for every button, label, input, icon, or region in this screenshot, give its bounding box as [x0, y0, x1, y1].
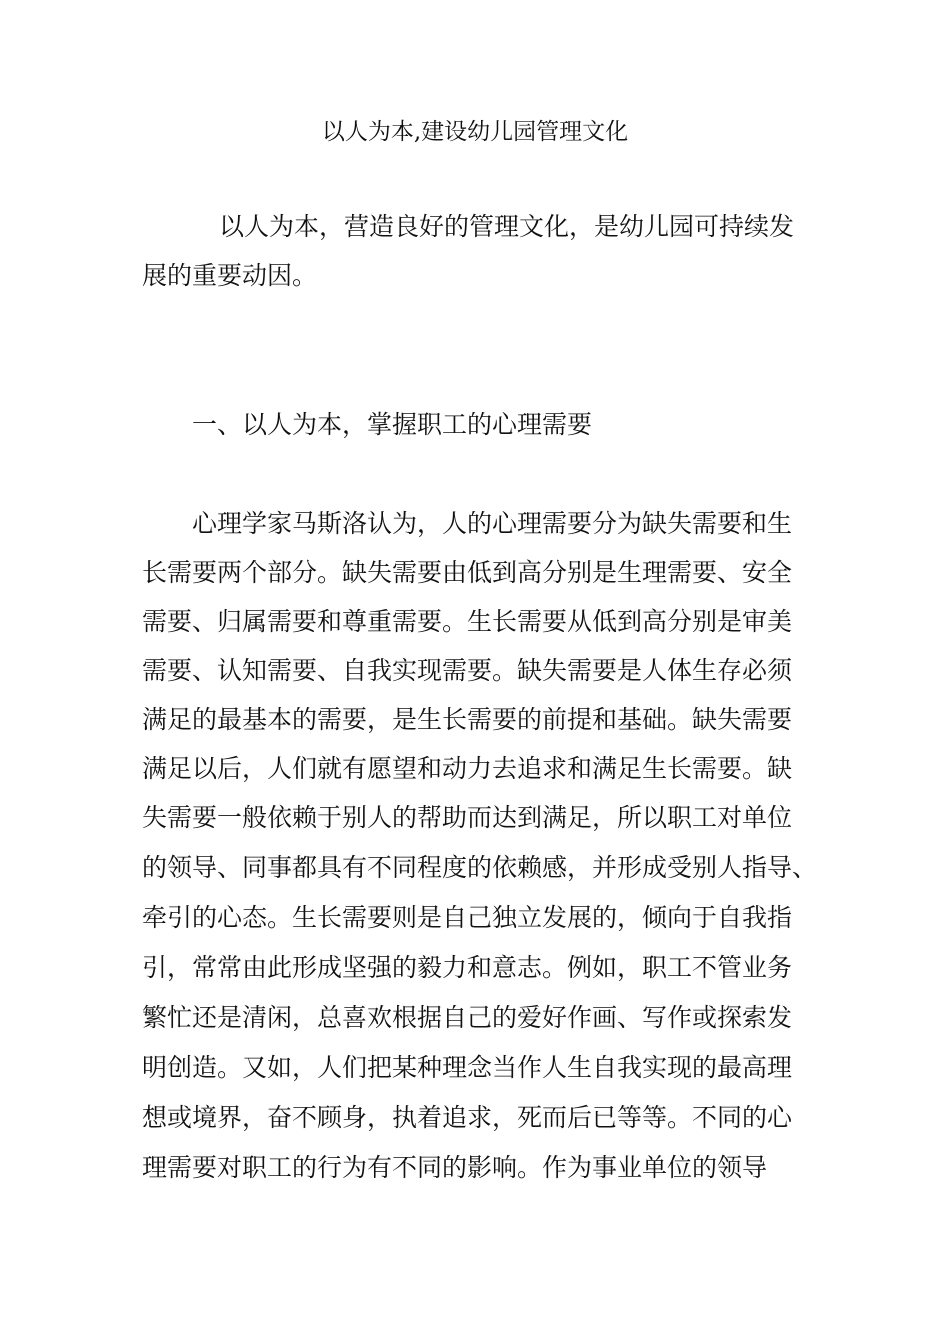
intro-line: 展的重要动因。: [142, 261, 318, 290]
document-title: 以人为本,建设幼儿园管理文化: [321, 119, 629, 145]
body-line: 满足以后，人们就有愿望和动力去追求和满足生长需要。缺: [142, 754, 793, 783]
body-line: 牵引的心态。生长需要则是自己独立发展的，倾向于自我指: [142, 903, 793, 932]
body-line: 繁忙还是清闲，总喜欢根据自己的爱好作画、写作或探索发: [142, 1003, 793, 1032]
body-line: 长需要两个部分。缺失需要由低到高分别是生理需要、安全: [142, 558, 793, 587]
body-line: 明创造。又如，人们把某种理念当作人生自我实现的最高理: [142, 1053, 793, 1082]
section-heading: 一、以人为本，掌握职工的心理需要: [192, 410, 593, 439]
body-line: 失需要一般依赖于别人的帮助而达到满足，所以职工对单位: [142, 803, 793, 832]
body-line: 需要、归属需要和尊重需要。生长需要从低到高分别是审美: [142, 607, 793, 636]
body-line: 引，常常由此形成坚强的毅力和意志。例如，职工不管业务: [142, 953, 793, 982]
body-line: 的领导、同事都具有不同程度的依赖感，并形成受别人指导、: [142, 853, 818, 882]
body-line: 满足的最基本的需要，是生长需要的前提和基础。缺失需要: [142, 705, 793, 734]
body-line: 心理学家马斯洛认为，人的心理需要分为缺失需要和生: [192, 509, 793, 538]
intro-line: 以人为本，营造良好的管理文化，是幼儿园可持续发: [219, 212, 795, 241]
body-line: 理需要对职工的行为有不同的影响。作为事业单位的领导: [142, 1153, 768, 1182]
body-line: 想或境界，奋不顾身，执着追求，死而后已等等。不同的心: [142, 1103, 793, 1132]
body-line: 需要、认知需要、自我实现需要。缺失需要是人体生存必须: [142, 656, 793, 685]
